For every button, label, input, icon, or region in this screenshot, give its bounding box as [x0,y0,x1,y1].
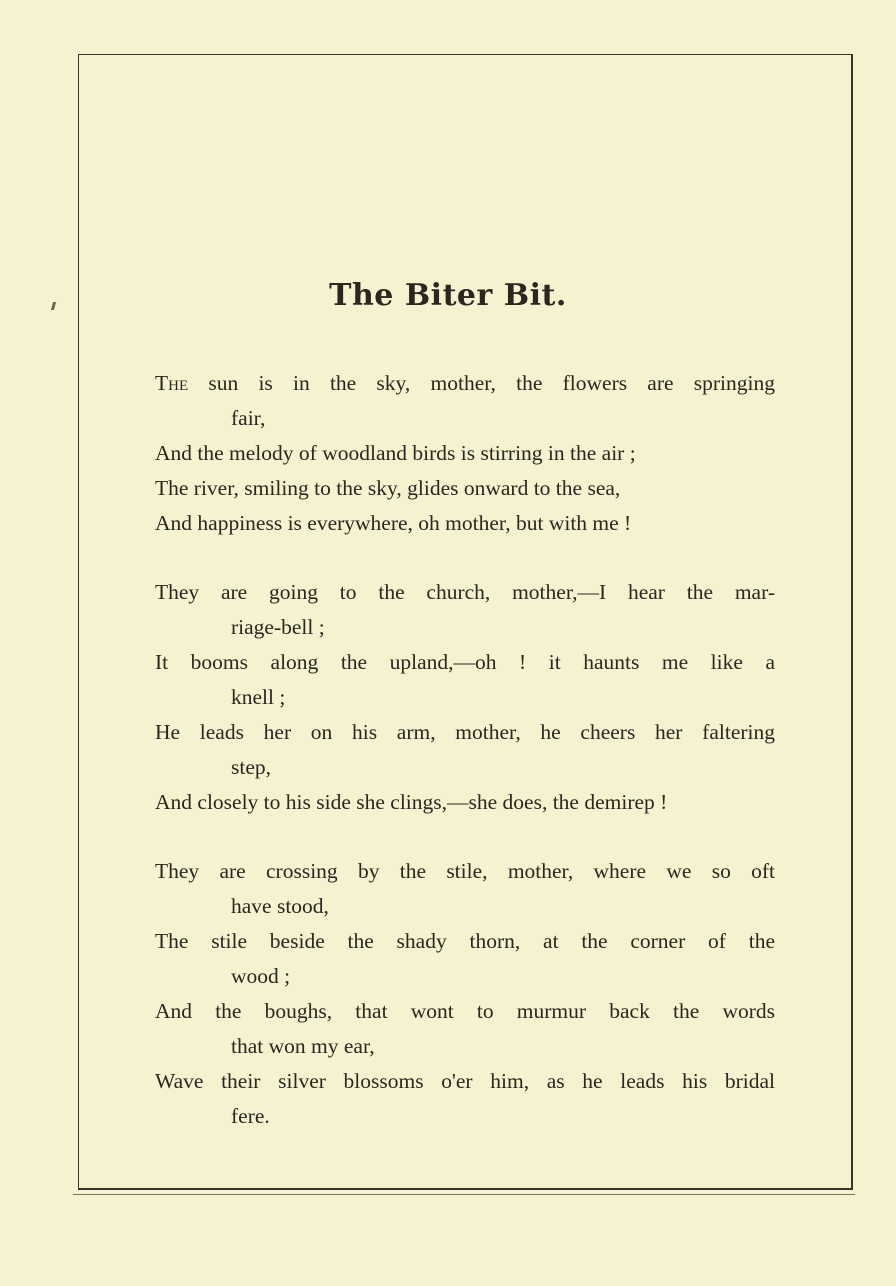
poem-line-continuation: knell ; [231,685,286,709]
poem-line-continuation: fere. [231,1104,270,1128]
poem-line: Wave their silver blossoms o'er him, as he leads his bridal [155,1069,775,1093]
poem-line: The stile beside the shady thorn, at the corner of the [155,929,775,953]
first-word: The [155,371,189,395]
poem-title: The Biter Bit. [329,278,567,313]
poem-line: And closely to his side she clings,—she does, the demirep ! [155,790,668,814]
poem-line: He leads her on his arm, mother, he cheers her faltering [155,720,775,744]
poem-line-continuation: that won my ear, [231,1034,375,1058]
poem-line-continuation: riage-bell ; [231,615,325,639]
poem-body [155,366,775,1168]
poem-line: They are going to the church, mother,—I hear the mar- [155,580,775,604]
stanza-3 [155,854,775,1134]
stanza-2 [155,575,775,820]
poem-line: And the boughs, that wont to murmur back the words [155,999,775,1023]
poem-line: And happiness is everywhere, oh mother, but with me ! [155,511,632,535]
poem-line-continuation: have stood, [231,894,329,918]
poem-line: And the melody of woodland birds is stirring in the air ; [155,441,636,465]
poem-line-continuation: wood ; [231,964,291,988]
stanza-1 [155,366,775,541]
poem-line-continuation: step, [231,755,272,779]
poem-line: The sun is in the sky, mother, the flowers are springing [155,371,775,395]
poem-line: The river, smiling to the sky, glides onward to the sea, [155,476,621,500]
poem-line: They are crossing by the stile, mother, where we so oft [155,859,775,883]
poem-line: It booms along the upland,—oh ! it haunts me like a [155,650,775,674]
poem-line-continuation: fair, [231,406,266,430]
